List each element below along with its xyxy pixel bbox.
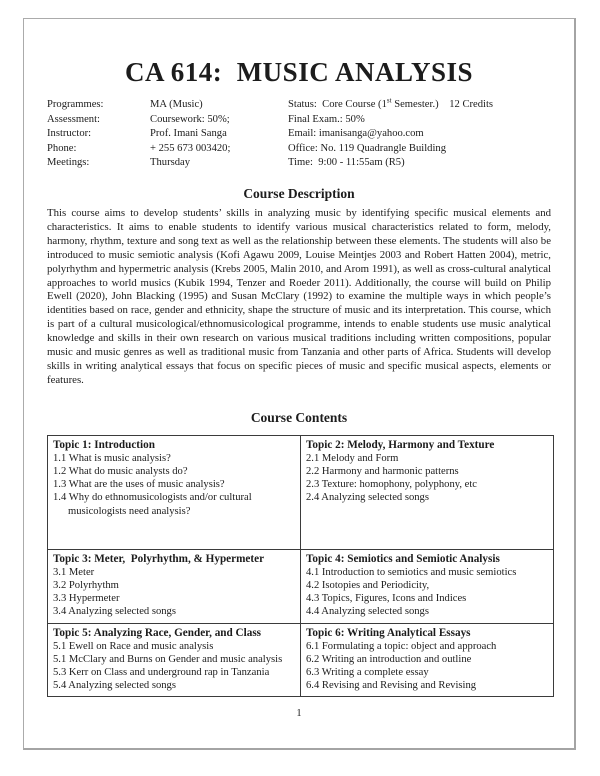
contents-heading: Course Contents [250, 409, 348, 425]
topic-item: 4.2 Isotopies and Periodicity, [306, 579, 430, 591]
page-number: 1 [296, 708, 302, 720]
topic-item: 6.3 Writing a complete essay [306, 666, 429, 678]
topic-item: 2.1 Melody and Form [306, 452, 399, 464]
info-value: + 255 673 003420; [150, 142, 231, 154]
info-value: MA (Music) [150, 99, 203, 110]
topic-cell-6 [301, 623, 554, 697]
topic-item: 1.3 What are the uses of music analysis? [53, 479, 225, 491]
topic-title: Topic 3: Meter, Polyrhythm, & Hypermeter [53, 552, 265, 565]
topic-item: 3.4 Analyzing selected songs [53, 606, 176, 618]
info-label: Programmes: [47, 99, 104, 110]
status-text: Status: Core Course (1 [288, 99, 387, 110]
course-info-block [47, 98, 551, 171]
topic-cell-3 [48, 549, 301, 623]
description-paragraph: This course aims to develop students’ skills in analyzing music by identifying specific musical elements and characteristics. It aims to enable students to identify various musical characteristics related to form, melody, harmony, rhythm, texture and song text as well as the relationship between these elements. The students will also be introduced to music semiotic analysis (Kofi Agawu 2009, Louise Meintjes 2003 and Robert Hatten 2004), metric, polyrhythm and hypermetric analysis (Krebs 2005, Malin 2010, and Arom 1991), as well as cross-cultural analytical approaches to world musics (Kubik 1994, Tenzer and Roeder 2011). Additionally, the course will build on Philip Ewell (2020), John Blacking (1995) and Susan McClary (1992) to examine the multiple ways in which people’s identities based on race, gender and ethnicity, shape the structure of music and its interpretation. This course, which is part of a cultural musicological/ethnomusicological programme, intends to enable students use music analytical knowledge and skills in their own research on various musical traditions including written compositions, popular music and music genres as well as traditional music from Tanzania and other parts of Africa. Students will develop skills in writing analytical essays that focus on specific pieces of music and specific musical aspects, elements or features. [47, 206, 551, 386]
topic-cell-1 [48, 435, 301, 549]
course-contents-table [47, 435, 554, 698]
topic-title: Topic 1: Introduction [53, 438, 155, 451]
time-line: Time: 9:00 - 11:55am (R5) [288, 157, 405, 169]
topic-item: 3.3 Hypermeter [53, 593, 120, 605]
topic-cell-5 [48, 623, 301, 697]
topic-item: 5.1 Ewell on Race and music analysis [53, 640, 214, 652]
info-value: Coursework: 50%; [150, 113, 230, 125]
info-value: Thursday [150, 157, 191, 169]
topic-item: 3.1 Meter [53, 566, 95, 578]
info-value: Prof. Imani Sanga [150, 128, 227, 140]
topic-item: 1.2 What do music analysts do? [53, 465, 188, 477]
document-page [23, 18, 576, 750]
info-label: Instructor: [47, 128, 92, 140]
page-content [24, 57, 574, 719]
info-label: Phone: [47, 142, 77, 154]
topic-item: 2.2 Harmony and harmonic patterns [306, 465, 459, 477]
topic-item: 3.2 Polyrhythm [53, 579, 119, 591]
table-row [48, 623, 554, 697]
status-ordinal-sup: st [386, 96, 392, 105]
topic-item: 5.3 Kerr on Class and underground rap in Tanzania [53, 666, 270, 678]
topic-item: 4.1 Introduction to semiotics and music semiotics [306, 566, 517, 578]
topic-item: 2.4 Analyzing selected songs [306, 492, 429, 504]
info-label: Meetings: [47, 157, 90, 169]
final-exam-line: Final Exam.: 50% [288, 113, 365, 125]
topic-item: 1.4 Why do ethnomusicologists and/or cultural musicologists need analysis? [53, 492, 252, 517]
topic-item: 6.4 Revising and Revising and Revising [306, 680, 477, 692]
course-info-right [288, 98, 551, 171]
office-line: Office: No. 119 Quadrangle Building [288, 142, 446, 154]
topic-item: 4.3 Topics, Figures, Icons and Indices [306, 593, 467, 605]
table-row [48, 549, 554, 623]
course-info-left [47, 98, 288, 171]
email-line: Email: imanisanga@yahoo.com [288, 128, 424, 140]
topic-cell-4 [301, 549, 554, 623]
description-heading: Course Description [243, 185, 355, 201]
info-label: Assessment: [47, 113, 100, 125]
status-text-tail: Semester.) 12 Credits [391, 99, 494, 110]
course-title: CA 614: MUSIC ANALYSIS [124, 57, 474, 87]
topic-title: Topic 2: Melody, Harmony and Texture [306, 438, 495, 451]
table-row [48, 435, 554, 549]
topic-title: Topic 4: Semiotics and Semiotic Analysis [306, 552, 500, 565]
topic-title: Topic 5: Analyzing Race, Gender, and Class [53, 626, 262, 639]
topic-item: 5.1 McClary and Burns on Gender and music analysis [53, 653, 283, 665]
topic-cell-2 [301, 435, 554, 549]
status-line [288, 98, 551, 113]
topic-title: Topic 6: Writing Analytical Essays [306, 626, 471, 639]
topic-item: 5.4 Analyzing selected songs [53, 680, 176, 692]
topic-item: 6.1 Formulating a topic: object and approach [306, 640, 497, 652]
topic-item: 4.4 Analyzing selected songs [306, 606, 429, 618]
topic-item: 6.2 Writing an introduction and outline [306, 653, 472, 665]
topic-item: 1.1 What is music analysis? [53, 452, 171, 464]
topic-item: 2.3 Texture: homophony, polyphony, etc [306, 479, 477, 491]
